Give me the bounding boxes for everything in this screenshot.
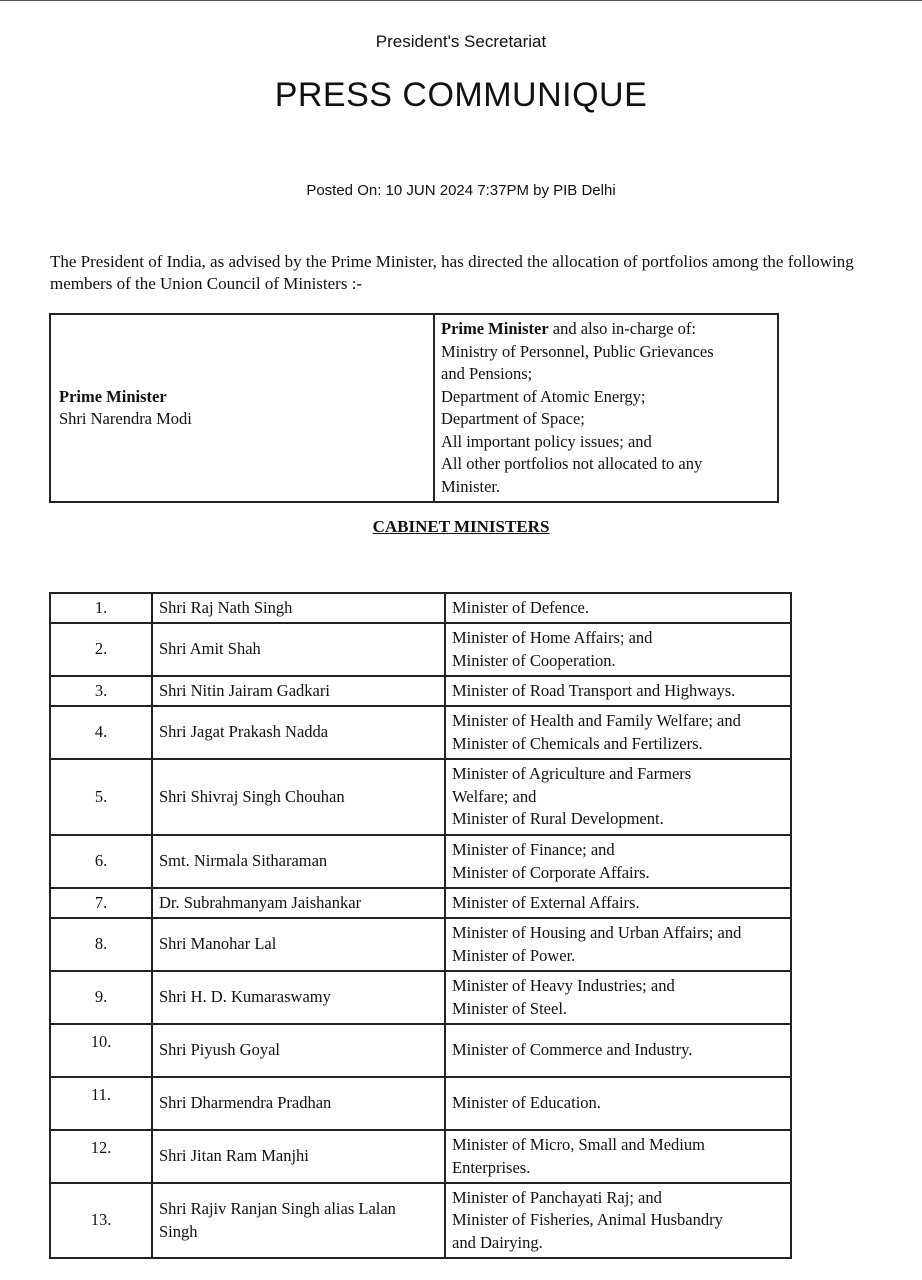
minister-name: Shri Manohar Lal xyxy=(152,918,445,971)
minister-portfolio-line: Minister of Micro, Small and Medium xyxy=(452,1135,705,1154)
minister-serial-number: 8. xyxy=(50,918,152,971)
minister-portfolio-line: Minister of Corporate Affairs. xyxy=(452,862,650,882)
minister-row xyxy=(50,888,791,918)
prime-minister-table xyxy=(49,313,779,503)
minister-row xyxy=(50,1130,791,1183)
minister-name: Shri H. D. Kumaraswamy xyxy=(152,971,445,1024)
minister-row xyxy=(50,971,791,1024)
minister-serial-number: 13. xyxy=(50,1183,152,1258)
minister-portfolio-cell xyxy=(445,623,791,676)
posted-on-line: Posted On: 10 JUN 2024 7:37PM by PIB Delhi xyxy=(306,182,616,199)
minister-portfolio-line: Minister of Defence. xyxy=(452,597,589,617)
minister-serial-number: 9. xyxy=(50,971,152,1024)
minister-serial-number: 11. xyxy=(50,1077,152,1130)
prime-minister-portfolio-cell xyxy=(434,314,778,502)
cabinet-ministers-heading: CABINET MINISTERS xyxy=(372,517,550,536)
minister-name: Shri Jitan Ram Manjhi xyxy=(152,1130,445,1183)
portfolio-line: All important policy issues; and xyxy=(441,431,652,451)
minister-row xyxy=(50,1077,791,1130)
minister-serial-number: 5. xyxy=(50,759,152,835)
minister-row xyxy=(50,835,791,888)
minister-name: Shri Raj Nath Singh xyxy=(152,593,445,623)
prime-minister-row xyxy=(50,314,778,502)
minister-portfolio-line: Minister of Health and Family Welfare; and xyxy=(452,711,741,730)
minister-name: Shri Jagat Prakash Nadda xyxy=(152,706,445,759)
portfolio-line: Department of Atomic Energy; xyxy=(441,386,646,406)
minister-portfolio-line: Minister of Fisheries, Animal Husbandry xyxy=(452,1210,723,1230)
minister-portfolio-line: Minister of Agriculture and Farmers xyxy=(452,764,692,784)
portfolio-heading-line xyxy=(441,318,771,341)
minister-serial-number: 3. xyxy=(50,676,152,706)
minister-serial-number: 6. xyxy=(50,835,152,888)
minister-serial-number: 10. xyxy=(50,1024,152,1077)
minister-portfolio-cell xyxy=(445,1130,791,1183)
portfolio-line: Ministry of Personnel, Public Grievances xyxy=(441,341,714,361)
portfolio-line: All other portfolios not allocated to any xyxy=(441,454,703,473)
minister-portfolio-cell xyxy=(445,1183,791,1258)
minister-row xyxy=(50,706,791,759)
portfolio-heading-suffix: and also in-charge of: xyxy=(548,319,696,338)
minister-portfolio-line: Minister of Rural Development. xyxy=(452,809,664,829)
cabinet-ministers-body xyxy=(50,593,791,1258)
minister-portfolio-cell xyxy=(445,1077,791,1130)
minister-portfolio-line: Minister of External Affairs. xyxy=(452,892,640,912)
minister-portfolio-cell xyxy=(445,971,791,1024)
minister-portfolio-line: and Dairying. xyxy=(452,1232,543,1252)
minister-portfolio-line: Minister of Finance; and xyxy=(452,840,615,859)
minister-portfolio-line: Minister of Education. xyxy=(452,1093,601,1113)
minister-serial-number: 7. xyxy=(50,888,152,918)
minister-portfolio-line: Minister of Chemicals and Fertilizers. xyxy=(452,733,703,753)
minister-name: Shri Dharmendra Pradhan xyxy=(152,1077,445,1130)
minister-portfolio-line: Minister of Cooperation. xyxy=(452,650,616,670)
minister-portfolio-line: Minister of Power. xyxy=(452,945,576,965)
minister-row xyxy=(50,1183,791,1258)
prime-minister-name: Shri Narendra Modi xyxy=(59,409,192,428)
minister-portfolio-cell xyxy=(445,1024,791,1077)
minister-name: Shri Rajiv Ranjan Singh alias Lalan Singh xyxy=(152,1183,445,1258)
minister-row xyxy=(50,759,791,835)
minister-portfolio-line: Minister of Steel. xyxy=(452,998,568,1018)
minister-row xyxy=(50,623,791,676)
minister-name: Shri Shivraj Singh Chouhan xyxy=(152,759,445,835)
section-heading xyxy=(0,517,922,537)
minister-portfolio-line: Enterprises. xyxy=(452,1157,531,1177)
minister-row xyxy=(50,918,791,971)
minister-portfolio-cell xyxy=(445,593,791,623)
minister-serial-number: 4. xyxy=(50,706,152,759)
intro-paragraph: The President of India, as advised by the Prime Minister, has directed the allocation of portfolios among the following members of the Union Council of Ministers :- xyxy=(50,252,854,293)
portfolio-line: Department of Space; xyxy=(441,409,585,428)
minister-portfolio-line: Minister of Heavy Industries; and xyxy=(452,976,675,995)
portfolio-heading-bold: Prime Minister xyxy=(441,319,549,338)
minister-row xyxy=(50,676,791,706)
minister-portfolio-cell xyxy=(445,676,791,706)
minister-name: Smt. Nirmala Sitharaman xyxy=(152,835,445,888)
minister-portfolio-line: Minister of Panchayati Raj; and xyxy=(452,1187,662,1207)
minister-name: Shri Piyush Goyal xyxy=(152,1024,445,1077)
minister-portfolio-cell xyxy=(445,706,791,759)
minister-portfolio-line: Minister of Road Transport and Highways. xyxy=(452,680,736,700)
minister-portfolio-cell xyxy=(445,759,791,835)
minister-row xyxy=(50,593,791,623)
document-title: PRESS COMMUNIQUE xyxy=(274,76,648,114)
minister-portfolio-cell xyxy=(445,918,791,971)
minister-portfolio-line: Minister of Housing and Urban Affairs; and xyxy=(452,923,742,942)
prime-minister-cell xyxy=(50,314,434,502)
minister-serial-number: 12. xyxy=(50,1130,152,1183)
minister-serial-number: 1. xyxy=(50,593,152,623)
prime-minister-role: Prime Minister xyxy=(59,386,167,406)
portfolio-line: and Pensions; xyxy=(441,364,533,383)
minister-portfolio-cell xyxy=(445,835,791,888)
minister-name: Shri Nitin Jairam Gadkari xyxy=(152,676,445,706)
minister-portfolio-cell xyxy=(445,888,791,918)
minister-name: Dr. Subrahmanyam Jaishankar xyxy=(152,888,445,918)
minister-portfolio-line: Minister of Commerce and Industry. xyxy=(452,1040,693,1060)
cabinet-ministers-table xyxy=(49,592,792,1259)
issuing-office: President's Secretariat xyxy=(375,32,547,51)
minister-portfolio-line: Welfare; and xyxy=(452,786,537,806)
minister-row xyxy=(50,1024,791,1077)
top-border-line xyxy=(0,0,922,1)
minister-serial-number: 2. xyxy=(50,623,152,676)
portfolio-line: Minister. xyxy=(441,476,501,496)
minister-portfolio-line: Minister of Home Affairs; and xyxy=(452,628,653,647)
minister-name: Shri Amit Shah xyxy=(152,623,445,676)
